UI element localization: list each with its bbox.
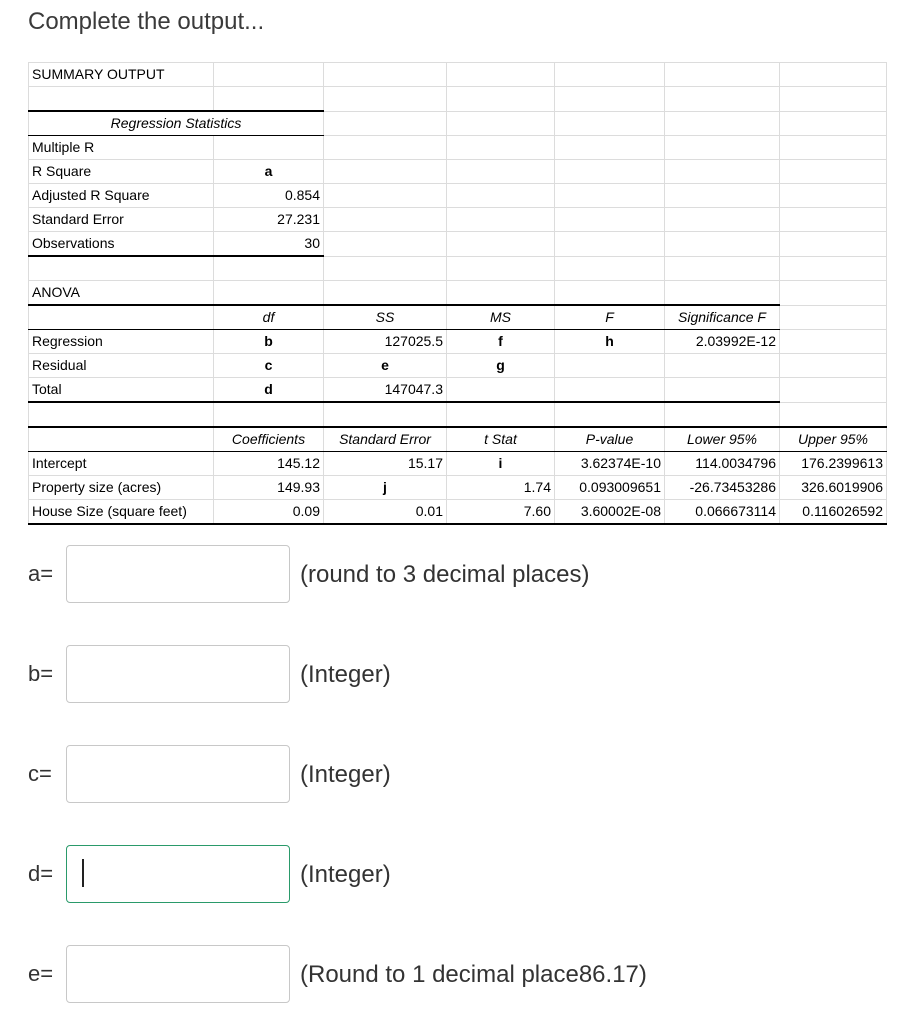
coef-header: Upper 95% <box>780 427 887 452</box>
stat-value: 0.854 <box>214 184 324 208</box>
anova-ss: 147047.3 <box>324 378 447 403</box>
coef-header: Coefficients <box>214 427 324 452</box>
anova-ms: f <box>447 330 555 354</box>
page-title: Complete the output... <box>28 8 265 35</box>
question-label: b= <box>28 661 54 686</box>
coef-value: 145.12 <box>214 452 324 476</box>
stat-row <box>29 136 887 160</box>
anova-sig: 2.03992E-12 <box>665 330 780 354</box>
question-note: (Integer) <box>300 661 391 688</box>
anova-header-row <box>29 305 887 330</box>
question-label: d= <box>28 861 54 886</box>
sheet-row <box>29 256 887 281</box>
anova-f: h <box>555 330 665 354</box>
coef-header: t Stat <box>447 427 555 452</box>
coef-header-row <box>29 427 887 452</box>
stat-label: R Square <box>29 160 214 184</box>
stat-value: a <box>214 160 324 184</box>
stat-value <box>214 136 324 160</box>
question-note: (Round to 1 decimal place86.17) <box>300 961 647 988</box>
coef-header: Standard Error <box>324 427 447 452</box>
coef-upper: 326.6019906 <box>780 476 887 500</box>
coef-row <box>29 452 887 476</box>
sheet-row <box>29 111 887 136</box>
coef-value: 149.93 <box>214 476 324 500</box>
coef-header: Lower 95% <box>665 427 780 452</box>
coef-lower: 0.066673114 <box>665 500 780 525</box>
regression-output-table <box>28 62 887 525</box>
question-label: c= <box>28 761 52 786</box>
stat-row <box>29 160 887 184</box>
question-note: (Integer) <box>300 761 391 788</box>
anova-label: Residual <box>29 354 214 378</box>
question-note: (round to 3 decimal places) <box>300 561 590 588</box>
answer-d-input[interactable] <box>66 845 290 903</box>
coef-p: 3.62374E-10 <box>555 452 665 476</box>
coef-label: Property size (acres) <box>29 476 214 500</box>
anova-ms: g <box>447 354 555 378</box>
anova-header-df: df <box>214 305 324 330</box>
answer-b-input[interactable] <box>66 645 290 703</box>
anova-df: b <box>214 330 324 354</box>
coef-row <box>29 500 887 525</box>
answer-c-input[interactable] <box>66 745 290 803</box>
answer-e-input[interactable] <box>66 945 290 1003</box>
coef-header: P-value <box>555 427 665 452</box>
anova-header-ss: SS <box>324 305 447 330</box>
anova-label: Regression <box>29 330 214 354</box>
coef-lower: -26.73453286 <box>665 476 780 500</box>
anova-df: d <box>214 378 324 403</box>
summary-title: SUMMARY OUTPUT <box>29 63 214 87</box>
stat-label: Observations <box>29 232 214 257</box>
coef-p: 0.093009651 <box>555 476 665 500</box>
anova-ss: 127025.5 <box>324 330 447 354</box>
anova-row <box>29 378 887 403</box>
stat-label: Multiple R <box>29 136 214 160</box>
coef-se: 15.17 <box>324 452 447 476</box>
answer-a-input[interactable] <box>66 545 290 603</box>
anova-header-sig: Significance F <box>665 305 780 330</box>
question-label: a= <box>28 561 54 586</box>
coef-se: 0.01 <box>324 500 447 525</box>
question-label: e= <box>28 961 54 986</box>
coef-label: House Size (square feet) <box>29 500 214 525</box>
sheet-row <box>29 281 887 306</box>
coef-label: Intercept <box>29 452 214 476</box>
stat-row <box>29 184 887 208</box>
anova-header-ms: MS <box>447 305 555 330</box>
stat-label: Standard Error <box>29 208 214 232</box>
anova-row <box>29 354 887 378</box>
stat-value: 27.231 <box>214 208 324 232</box>
coef-lower: 114.0034796 <box>665 452 780 476</box>
coef-t: i <box>447 452 555 476</box>
sheet-row <box>29 63 887 87</box>
coef-t: 1.74 <box>447 476 555 500</box>
anova-header-f: F <box>555 305 665 330</box>
stat-row <box>29 208 887 232</box>
coef-value: 0.09 <box>214 500 324 525</box>
sheet-row <box>29 402 887 427</box>
coef-upper: 0.116026592 <box>780 500 887 525</box>
stat-label: Adjusted R Square <box>29 184 214 208</box>
regression-statistics-header: Regression Statistics <box>29 111 324 136</box>
coef-p: 3.60002E-08 <box>555 500 665 525</box>
stat-value: 30 <box>214 232 324 257</box>
coef-upper: 176.2399613 <box>780 452 887 476</box>
anova-label: Total <box>29 378 214 403</box>
stat-row <box>29 232 887 257</box>
coef-t: 7.60 <box>447 500 555 525</box>
anova-df: c <box>214 354 324 378</box>
anova-title: ANOVA <box>29 281 214 306</box>
sheet-row <box>29 87 887 112</box>
question-note: (Integer) <box>300 861 391 888</box>
anova-ss: e <box>324 354 447 378</box>
coef-row <box>29 476 887 500</box>
text-cursor <box>82 859 84 887</box>
anova-row <box>29 330 887 354</box>
coef-se: j <box>324 476 447 500</box>
